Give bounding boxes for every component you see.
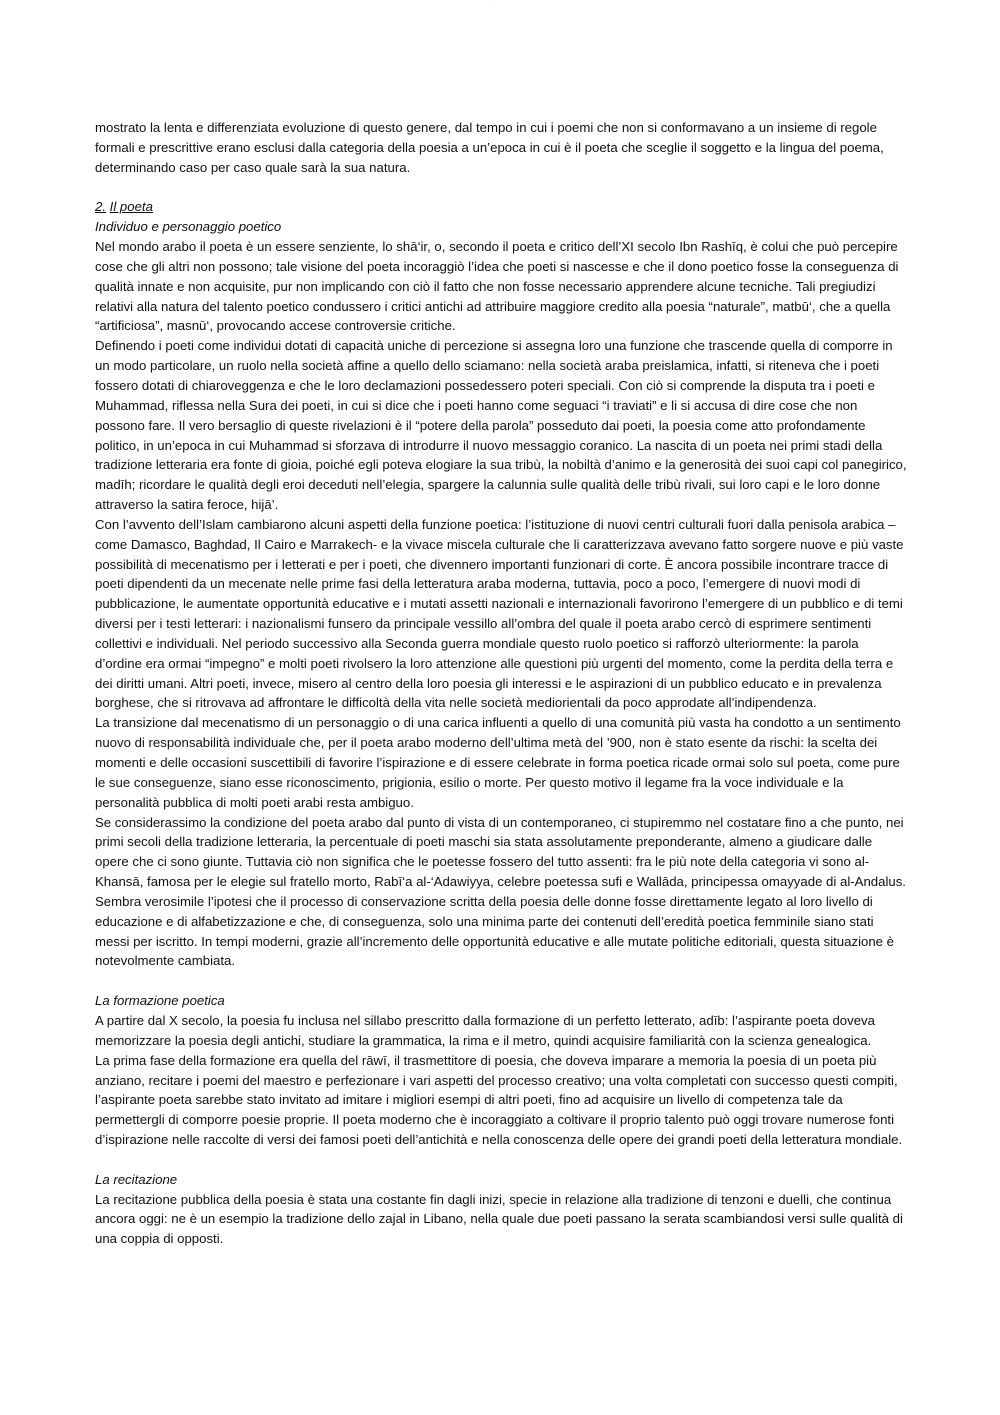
paragraph: Con l’avvento dell’Islam cambiarono alcuni aspetti della funzione poetica: l’istituzione di nuovi centri culturali fuori dalla penisola arabica – come Damasco, Baghdad, Il Cairo e Marrakech- e la vivace miscela culturale che li caratterizzava avevano fatto sorgere nuove e più vaste possibilità di mecenatismo per i letterati e per i poeti, che divennero importanti funzionari di corte. È ancora possibile incontrare tracce di poeti dipendenti da un mecenate nelle prime fasi della letteratura araba moderna, tuttavia, poco a poco, l’emergere di nuovi modi di pubblicazione, le aumentate opportunità educative e i mutati assetti nazionali e internazionali favorirono l’emergere di un pubblico e di temi diversi per i testi letterari: i nazionalismi funsero da principale vessillo all’ombra del quale il poeta arabo cercò di esprimere sentimenti collettivi e individuali. Nel periodo successivo alla Seconda guerra mondiale questo ruolo poetico si rafforzò ulteriormente: la parola d’ordine era ormai “impegno” e molti poeti rivolsero la loro attenzione alle questioni più urgenti del momento, come la perdita della terra e dei diritti umani. Altri poeti, invece, misero al centro della loro poesia gli interessi e le aspirazioni di un pubblico educato e in prevalenza borghese, che si ritrovava ad affrontare le difficoltà della vita nelle società mediorientali da poco approdate all’indipendenza. (95, 516, 904, 711)
subsection-title-individuo: Individuo e personaggio poetico (95, 219, 282, 235)
section-heading (95, 197, 907, 217)
paragraph: La transizione dal mecenatismo di un personaggio o di una carica influenti a quello di una comunità più vasta ha condotto a un sentimento nuovo di responsabilità individuale che, per il poeta arabo moderno dell’ultima metà del ’900, non è stato esente da rischi: la scelta dei momenti e delle occasioni suscettibili di favorire l’ispirazione e di essere celebrate in forma poetica ricade ormai solo sul poeta, come pure le sue conseguenze, siano esse riconoscimento, prigionia, esilio o morte. Per questo motivo il legame fra la voce individuale e la personalità pubblica di molti poeti arabi resta ambiguo. (95, 715, 901, 810)
spacer (95, 178, 907, 198)
section-title: Il poeta (109, 199, 153, 215)
section-number: 2. (95, 199, 106, 215)
subsection-title-formazione: La formazione poetica (95, 993, 225, 1009)
paragraph: Nel mondo arabo il poeta è un essere senziente, lo shā‘ir, o, secondo il poeta e critico dell’XI secolo Ibn Rashīq, è colui che può percepire cose che gli altri non possono; tale visione del poeta incoraggiò l’idea che poeti si nascesse e che il dono poetico fosse la conseguenza di qualità innate e non acquisite, pur non implicando con ciò il fatto che non fosse necessario apprendere alcune tecniche. Tali pregiudizi relativi alla natura del talento poetico condussero i critici antichi ad attribuire maggiore credito alla poesia “naturale”, matbū‘, che a quella “artificiosa”, masnū‘, provocando accese controversie critiche. (95, 239, 899, 334)
paragraph: Se considerassimo la condizione del poeta arabo dal punto di vista di un contemporaneo, ci stupiremmo nel costatare fino a che punto, nei primi secoli della tradizione letteraria, la percentuale di poeti maschi sia stata assolutamente preponderante, almeno a giudicare dalle opere che ci sono giunte. Tuttavia ciò non significa che le poetesse fossero del tutto assenti: fra le più note della categoria vi sono al-Khansā, famosa per le elegie sul fratello morto, Rabī‘a al-‘Adawiyya, celebre poetessa sufi e Wallāda, principessa omayyade di al-Andalus. Sembra verosimile l’ipotesi che il processo di conservazione scritta della poesia delle donne fosse direttamente legato al loro livello di educazione e di alfabetizzazione e che, di conseguenza, solo una minima parte dei contenuti dell’eredità poetica femminile siano stati messi per iscritto. In tempi moderni, grazie all’incremento delle opportunità educative e alle mutate politiche editoriali, questa situazione è notevolmente cambiata. (95, 814, 906, 969)
paragraph: Definendo i poeti come individui dotati di capacità uniche di percezione si assegna loro una funzione che trascende quella di comporre in un modo particolare, un ruolo nella società affine a quello dello sciamano: nella società araba preislamica, infatti, si riteneva che i poeti fossero dotati di chiaroveggenza e che le loro declamazioni possedessero poteri speciali. Con ciò si comprende la disputa tra i poeti e Muhammad, riflessa nella Sura dei poeti, in cui si dice che i poeti hanno come seguaci “i traviati” e li si accusa di dire cose che non possono fare. Il vero bersaglio di queste rivelazioni è il “potere della parola” posseduto dai poeti, la poesia come atto profondamente politico, in un’epoca in cui Muhammad si sforzava di introdurre il nuovo messaggio coranico. La nascita di un poeta nei primi stadi della tradizione letteraria era fonte di gioia, poiché egli poteva elogiare la sua tribù, la nobiltà d’animo e la generosità dei suoi capi col panegirico, madīh; ricordare le qualità degli eroi deceduti nell’elegia, spargere la calunnia sulle qualità delle tribù rivali, sui loro capi e le loro donne attraverso la satira feroce, hijā’. (95, 338, 907, 513)
paragraph: La recitazione pubblica della poesia è stata una costante fin dagli inizi, specie in relazione alla tradizione di tenzoni e duelli, che continua ancora oggi: ne è un esempio la tradizione dello zajal in Libano, nella quale due poeti passano la serata scambiandosi versi sulle qualità di una coppia di opposti. (95, 1191, 903, 1247)
document-page (95, 118, 907, 1249)
spacer (95, 971, 907, 991)
subsection-title-recitazione: La recitazione (95, 1171, 178, 1187)
spacer (95, 1150, 907, 1170)
intro-paragraph: mostrato la lenta e differenziata evoluzione di questo genere, dal tempo in cui i poemi che non si conformavano a un insieme di regole formali e prescrittive erano esclusi dalla categoria della poesia a un’epoca in cui è il poeta che sceglie il soggetto e la lingua del poema, determinando caso per caso quale sarà la sua natura. (95, 120, 884, 175)
page-header-mark: · · · · · · (490, 0, 497, 2)
paragraph: A partire dal X secolo, la poesia fu inclusa nel sillabo prescritto dalla formazione di un perfetto letterato, adīb: l’aspirante poeta doveva memorizzare la poesia degli antichi, studiare la grammatica, la rima e il metro, quindi acquisire familiarità con la scienza genealogica. (95, 1012, 875, 1048)
paragraph: La prima fase della formazione era quella del rāwī, il trasmettitore di poesia, che doveva imparare a memoria la poesia di un poeta più anziano, recitare i poemi del maestro e perfezionare i vari aspetti del processo creativo; una volta completati con successo questi compiti, l’aspirante poeta sarebbe stato invitato ad imitare i migliori esempi di altri poeti, fino ad acquisire un livello di competenza tale da permettergli di comporre poesie proprie. Il poeta moderno che è incoraggiato a coltivare il proprio talento può oggi trovare numerose fonti d’ispirazione nelle raccolte di versi dei famosi poeti dell’antichità e nella conoscenza delle opere dei grandi poeti della letteratura mondiale. (95, 1052, 903, 1148)
